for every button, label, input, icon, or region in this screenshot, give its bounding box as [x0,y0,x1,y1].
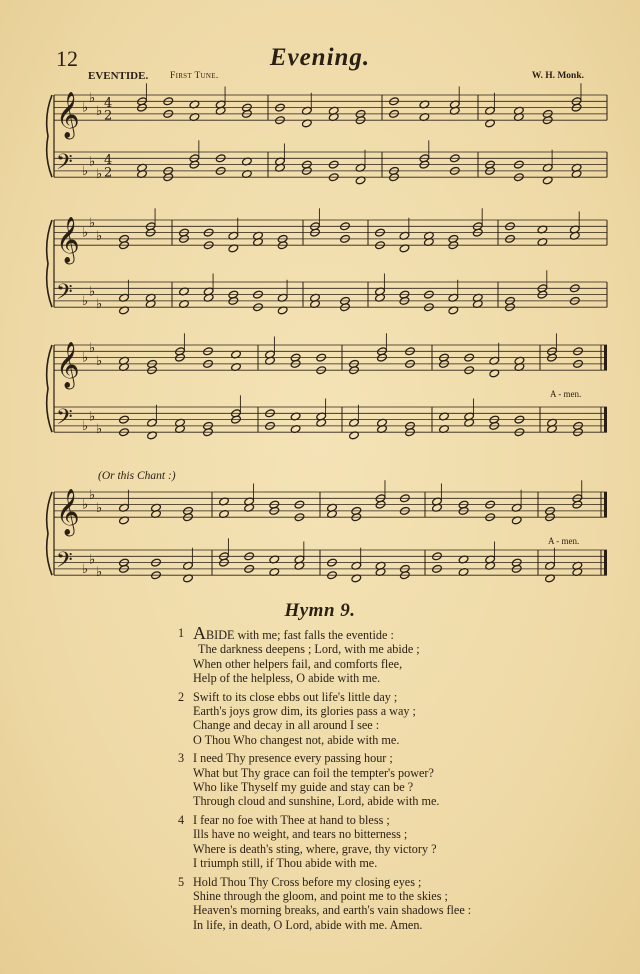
final-barline [604,492,607,517]
flat-sign-icon: ♭ [89,341,96,357]
treble-clef-icon: 𝄞 [56,342,80,389]
hymn-title: Hymn 9. [284,600,356,621]
flat-sign-icon: ♭ [89,216,96,232]
final-barline [604,345,607,370]
bass-clef-icon: 𝄢 [56,149,73,180]
flat-sign-icon: ♭ [96,353,103,369]
verse-line: Where is death's sting, where, grave, thy victory ? [193,841,437,856]
system-brace [47,220,52,307]
verse-line: Heaven's morning breaks, and earth's vain shadows flee : [193,903,472,918]
amen-label: A - men. [550,389,582,399]
verse [178,623,578,685]
bass-clef-icon: 𝄢 [56,279,73,310]
flat-sign-icon: ♭ [82,497,89,513]
verse [178,751,578,808]
system-brace [47,95,52,177]
verse-line: Ills have no weight, and tears no bitterness ; [193,827,408,842]
page-number: 12 [56,46,78,71]
verse-line: Through cloud and sunshine, Lord, abide with me. [193,794,440,809]
flat-sign-icon: ♭ [82,100,89,116]
flat-sign-icon: ♭ [96,297,103,313]
bass-clef-icon: 𝄢 [56,547,73,578]
verse-line: The darkness deepens ; Lord, with me abide ; [198,642,420,657]
verse-line: When other helpers fail, and comforts flee, [193,656,403,671]
flat-sign-icon: ♭ [96,167,103,183]
flat-sign-icon: ♭ [89,154,96,170]
flat-sign-icon: ♭ [96,565,103,581]
chant-note: (Or this Chant :) [98,470,176,482]
verse-line: Help of the helpless, O abide with me. [193,670,381,685]
flat-sign-icon: ♭ [82,293,89,309]
verse-line: What but Thy grace can foil the tempter's power? [193,765,434,780]
composer-credit: W. H. Monk. [531,71,584,81]
flat-sign-icon: ♭ [82,561,89,577]
verse-number: 3 [178,751,185,766]
flat-sign-icon: ♭ [89,91,96,107]
flat-sign-icon: ♭ [96,103,103,119]
time-signature-numerator: 4 [104,96,113,112]
tune-subtitle: First Tune. [170,71,219,81]
verse-line: Hold Thou Thy Cross before my closing eyes ; [193,874,422,889]
verse-number: 2 [178,689,185,704]
verse-line: I need Thy presence every passing hour ; [193,751,393,766]
verse-line: In life, in death, O Lord, abide with me. Amen. [193,917,423,932]
bass-clef-icon: 𝄢 [56,404,73,435]
time-signature-numerator: 4 [104,153,113,169]
verse-line: BIDE with me; fast falls the eventide : [206,628,394,642]
flat-sign-icon: ♭ [89,284,96,300]
verse-line: Swift to its close ebbs out life's little day ; [193,689,398,704]
flat-sign-icon: ♭ [82,350,89,366]
verse [178,690,578,747]
time-signature-denominator: 2 [104,165,113,181]
flat-sign-icon: ♭ [96,228,103,244]
drop-cap: A [193,623,206,643]
flat-sign-icon: ♭ [89,409,96,425]
amen-label: A - men. [548,536,580,546]
verse-number: 1 [178,626,185,640]
time-signature-denominator: 2 [104,108,113,124]
flat-sign-icon: ♭ [82,418,89,434]
verse-line: I triumph still, if Thou abide with me. [193,855,378,870]
verse-line: Shine through the gloom, and point me to the skies ; [193,889,448,904]
verse-line: O Thou Who changest not, abide with me. [193,732,400,747]
flat-sign-icon: ♭ [96,422,103,438]
verse-line: Change and decay in all around I see : [193,718,380,733]
flat-sign-icon: ♭ [82,225,89,241]
flat-sign-icon: ♭ [89,488,96,504]
system-brace [47,345,52,432]
verse-line: Earth's joys grow dim, its glories pass a way ; [193,703,416,718]
flat-sign-icon: ♭ [89,552,96,568]
system-brace [47,492,52,575]
treble-clef-icon: 𝄞 [56,92,80,139]
treble-clef-icon: 𝄞 [56,217,80,264]
flat-sign-icon: ♭ [96,500,103,516]
tune-name: EVENTIDE. [88,70,149,82]
verse [178,813,578,870]
verse-line: Who like Thyself my guide and stay can be ? [193,779,414,794]
verse-line: I fear no foe with Thee at hand to bless ; [193,813,390,828]
flat-sign-icon: ♭ [82,163,89,179]
treble-clef-icon: 𝄞 [56,489,80,536]
verse-number: 5 [178,874,185,889]
verse [178,875,578,932]
page-title: Evening. [269,44,371,71]
verse-number: 4 [178,813,185,828]
hymn-verses [178,623,578,936]
final-barline [604,407,607,432]
final-barline [604,550,607,575]
